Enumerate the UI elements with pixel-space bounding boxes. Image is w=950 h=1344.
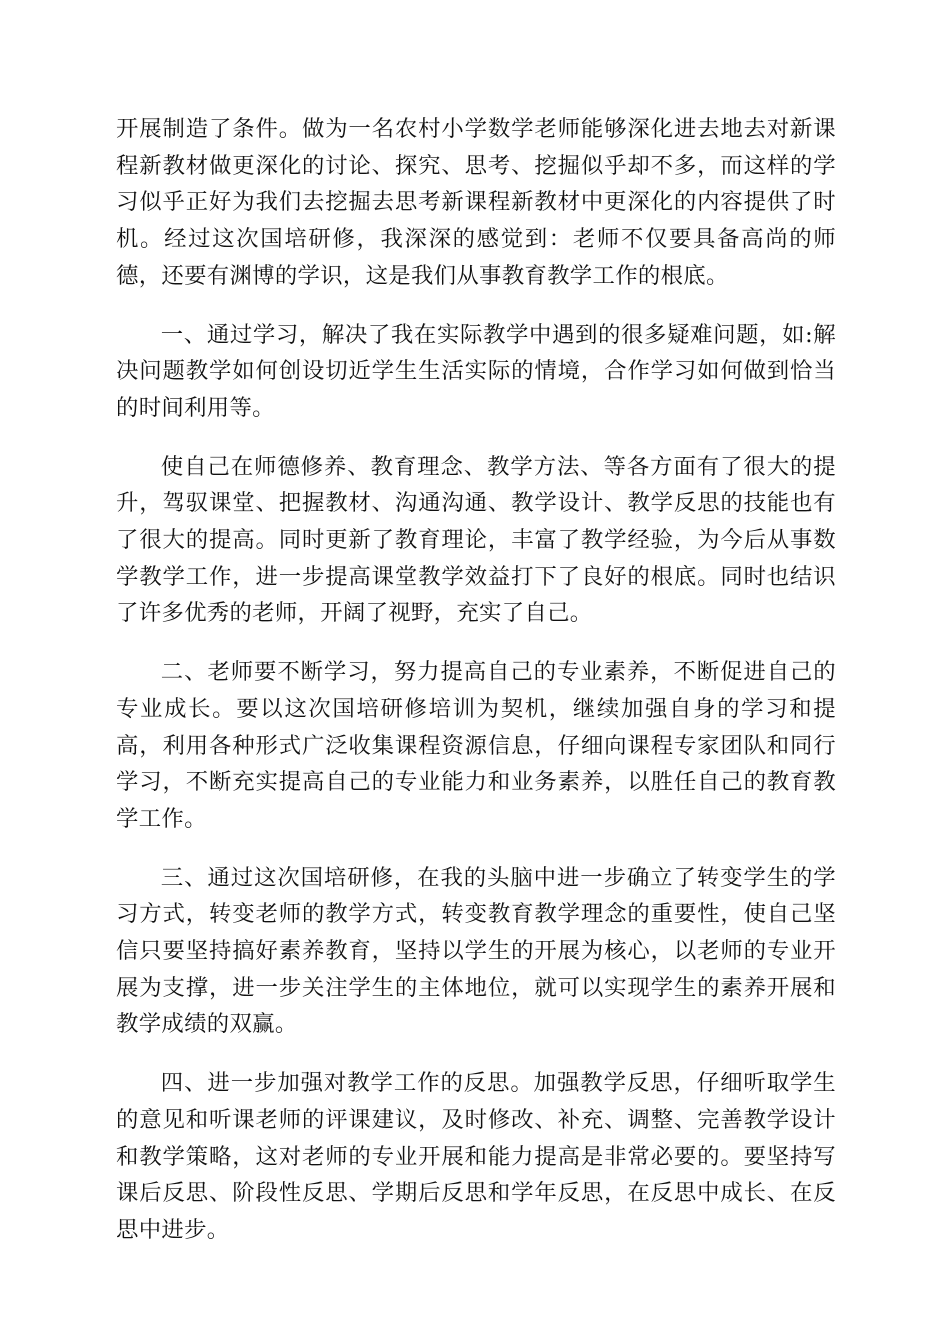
paragraph-continuation: 开展制造了条件。做为一名农村小学数学老师能够深化进去地去对新课程新教材做更深化的讨论、探究、思考、挖掘似乎却不多，而这样的学习似乎正好为我们去挖掘去思考新课程新教材中更深化的内容提供了时机。经过这次国培研修，我深深的感觉到：老师不仅要具备高尚的师德，还要有渊博的学识，这是我们从事教育教学工作的根底。 <box>116 116 836 289</box>
paragraph-section-two: 二、老师要不断学习，努力提高自己的专业素养，不断促进自己的专业成长。要以这次国培研修培训为契机，继续加强自身的学习和提高，利用各种形式广泛收集课程资源信息，仔细向课程专家团队和同行学习，不断充实提高自己的专业能力和业务素养，以胜任自己的教育教学工作。 <box>116 659 836 832</box>
paragraph-section-three: 三、通过这次国培研修，在我的头脑中进一步确立了转变学生的学习方式，转变老师的教学方式，转变教育教学理念的重要性，使自己坚信只要坚持搞好素养教育，坚持以学生的开展为核心，以老师的专业开展为支撑，进一步关注学生的主体地位，就可以实现学生的素养开展和教学成绩的双赢。 <box>116 864 836 1038</box>
document-body <box>116 111 836 1271</box>
paragraph-improvement: 使自己在师德修养、教育理念、教学方法、等各方面有了很大的提升，驾驭课堂、把握教材、沟通沟通、教学设计、教学反思的技能也有了很大的提高。同时更新了教育理论，丰富了教学经验，为今后从事数学教学工作，进一步提高课堂教学效益打下了良好的根底。同时也结识了许多优秀的老师，开阔了视野，充实了自己。 <box>116 453 836 627</box>
paragraph-section-one: 一、通过学习，解决了我在实际教学中遇到的很多疑难问题，如:解决问题教学如何创设切近学生生活实际的情境，合作学习如何做到恰当的时间利用等。 <box>116 321 836 421</box>
paragraph-section-four: 四、进一步加强对教学工作的反思。加强教学反思，仔细听取学生的意见和听课老师的评课建议，及时修改、补充、调整、完善教学设计和教学策略，这对老师的专业开展和能力提高是非常必要的。要坚持写课后反思、阶段性反思、学期后反思和学年反思，在反思中成长、在反思中进步。 <box>116 1070 836 1243</box>
